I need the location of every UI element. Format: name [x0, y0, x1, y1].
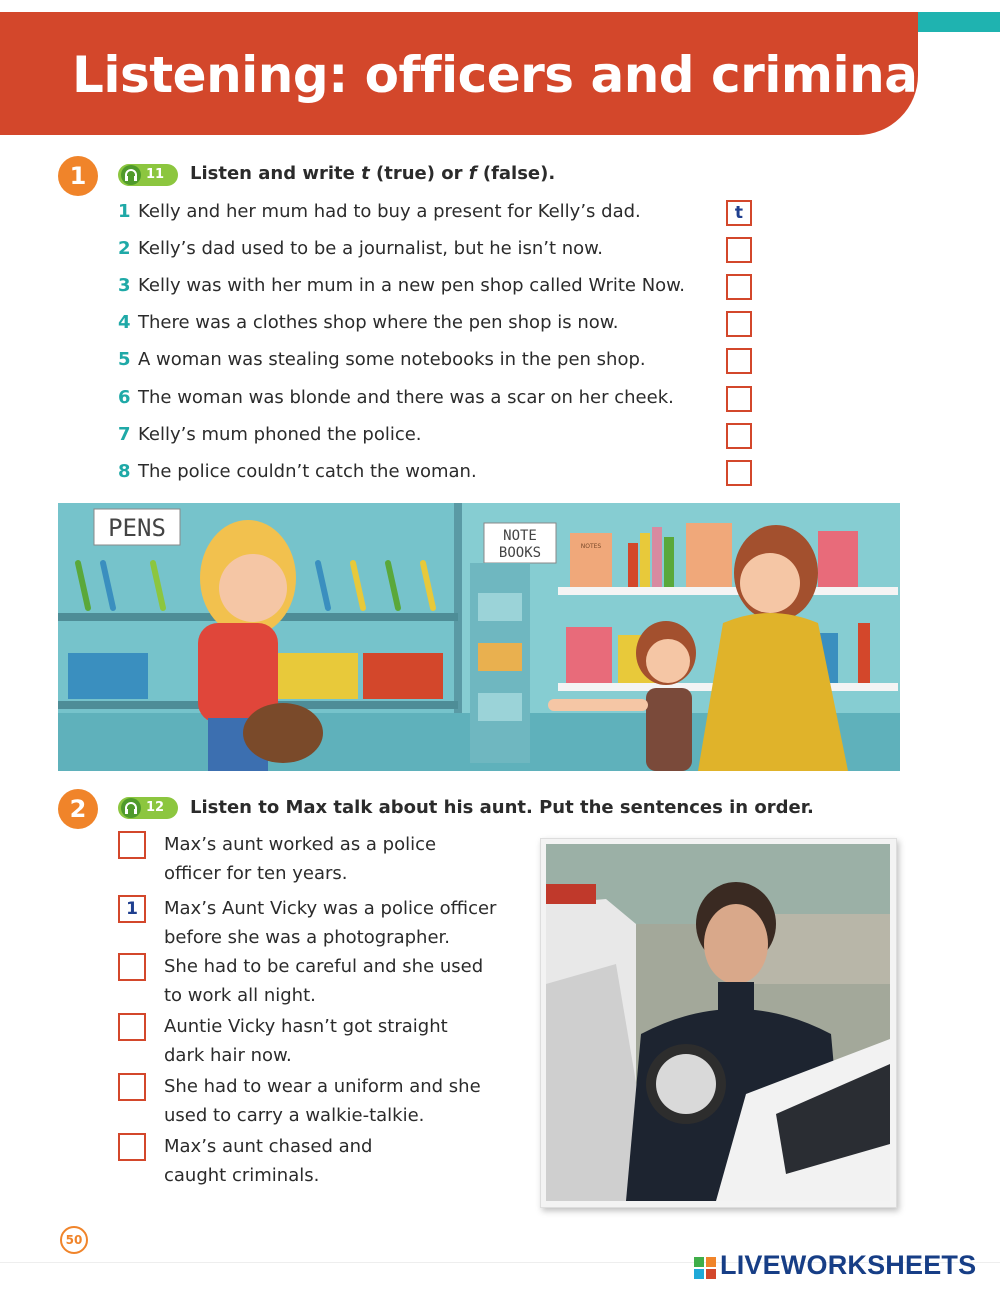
statement-item [118, 201, 641, 222]
statement-item [118, 387, 674, 408]
exercise-2-number: 2 [58, 789, 98, 829]
order-sentence [164, 894, 524, 952]
statement-text: The police couldn’t catch the woman. [138, 461, 477, 482]
order-box[interactable] [118, 1013, 146, 1041]
sentence-line: Auntie Vicky hasn’t got straight [164, 1016, 448, 1037]
page-number: 50 [60, 1226, 88, 1254]
order-sentence [164, 1072, 524, 1130]
statement-item [118, 275, 685, 296]
statement-text: Kelly was with her mum in a new pen shop called Write Now. [138, 275, 685, 296]
order-sentence [164, 1012, 524, 1070]
page-title: Listening: officers and criminals [72, 46, 964, 104]
statement-number: 5 [118, 349, 131, 370]
sentence-line: She had to be careful and she used [164, 956, 484, 977]
exercise-2-instruction: Listen to Max talk about his aunt. Put the sentences in order. [190, 797, 814, 818]
headphones-icon [124, 801, 138, 815]
statement-text: There was a clothes shop where the pen shop is now. [138, 312, 619, 333]
teal-tab [918, 12, 1000, 32]
statement-text: Kelly’s mum phoned the police. [138, 424, 422, 445]
answer-box[interactable] [726, 460, 752, 486]
statement-item [118, 349, 646, 370]
track-number: 11 [146, 167, 165, 182]
sentence-line: She had to wear a uniform and she [164, 1076, 481, 1097]
statement-text: The woman was blonde and there was a scar on her cheek. [138, 387, 674, 408]
statement-item [118, 424, 422, 445]
sentence-line: used to carry a walkie-talkie. [164, 1105, 425, 1126]
answer-box[interactable] [726, 311, 752, 337]
answer-box[interactable] [726, 348, 752, 374]
sentence-line: Max’s aunt worked as a police [164, 834, 437, 855]
order-sentence [164, 830, 524, 888]
statement-number: 8 [118, 461, 131, 482]
headphones-icon [124, 168, 138, 182]
order-box[interactable] [118, 1133, 146, 1161]
statement-number: 2 [118, 238, 131, 259]
notes-label: NOTES [580, 543, 602, 550]
sentence-line: caught criminals. [164, 1165, 320, 1186]
statement-text: A woman was stealing some notebooks in the pen shop. [138, 349, 646, 370]
sign-books: BOOKS [498, 545, 542, 561]
order-box[interactable] [118, 953, 146, 981]
statement-text: Kelly’s dad used to be a journalist, but he isn’t now. [138, 238, 603, 259]
statement-text: Kelly and her mum had to buy a present for Kelly’s dad. [138, 201, 641, 222]
sentence-line: Max’s Aunt Vicky was a police officer [164, 898, 497, 919]
order-sentence [164, 952, 524, 1010]
answer-box[interactable] [726, 386, 752, 412]
order-box[interactable]: 1 [118, 895, 146, 923]
statement-item [118, 461, 477, 482]
statement-number: 4 [118, 312, 131, 333]
answer-box[interactable] [726, 274, 752, 300]
sentence-line: before she was a photographer. [164, 927, 450, 948]
exercise-1-number: 1 [58, 156, 98, 196]
answer-box[interactable] [726, 237, 752, 263]
sign-note: NOTE [503, 528, 537, 544]
audio-track-11[interactable] [118, 164, 178, 186]
exercise-1-instruction: Listen and write t (true) or f (false). [190, 163, 556, 184]
order-sentence [164, 1132, 524, 1190]
track-number: 12 [146, 800, 165, 815]
sentence-line: dark hair now. [164, 1045, 292, 1066]
sentence-line: Max’s aunt chased and [164, 1136, 373, 1157]
audio-track-12[interactable] [118, 797, 178, 819]
liveworksheets-logo-icon [694, 1257, 716, 1279]
statement-number: 7 [118, 424, 131, 445]
order-box[interactable] [118, 831, 146, 859]
liveworksheets-brand[interactable]: LIVEWORKSHEETS [720, 1250, 977, 1280]
statement-item [118, 312, 619, 333]
police-officer-photo [540, 838, 897, 1208]
shop-illustration [58, 503, 900, 771]
statement-number: 3 [118, 275, 131, 296]
order-box[interactable] [118, 1073, 146, 1101]
sentence-line: to work all night. [164, 985, 316, 1006]
statement-number: 1 [118, 201, 131, 222]
answer-box[interactable] [726, 423, 752, 449]
statement-number: 6 [118, 387, 131, 408]
answer-box[interactable]: t [726, 200, 752, 226]
statement-item [118, 238, 603, 259]
sign-pens: PENS [108, 514, 166, 542]
sentence-line: officer for ten years. [164, 863, 348, 884]
